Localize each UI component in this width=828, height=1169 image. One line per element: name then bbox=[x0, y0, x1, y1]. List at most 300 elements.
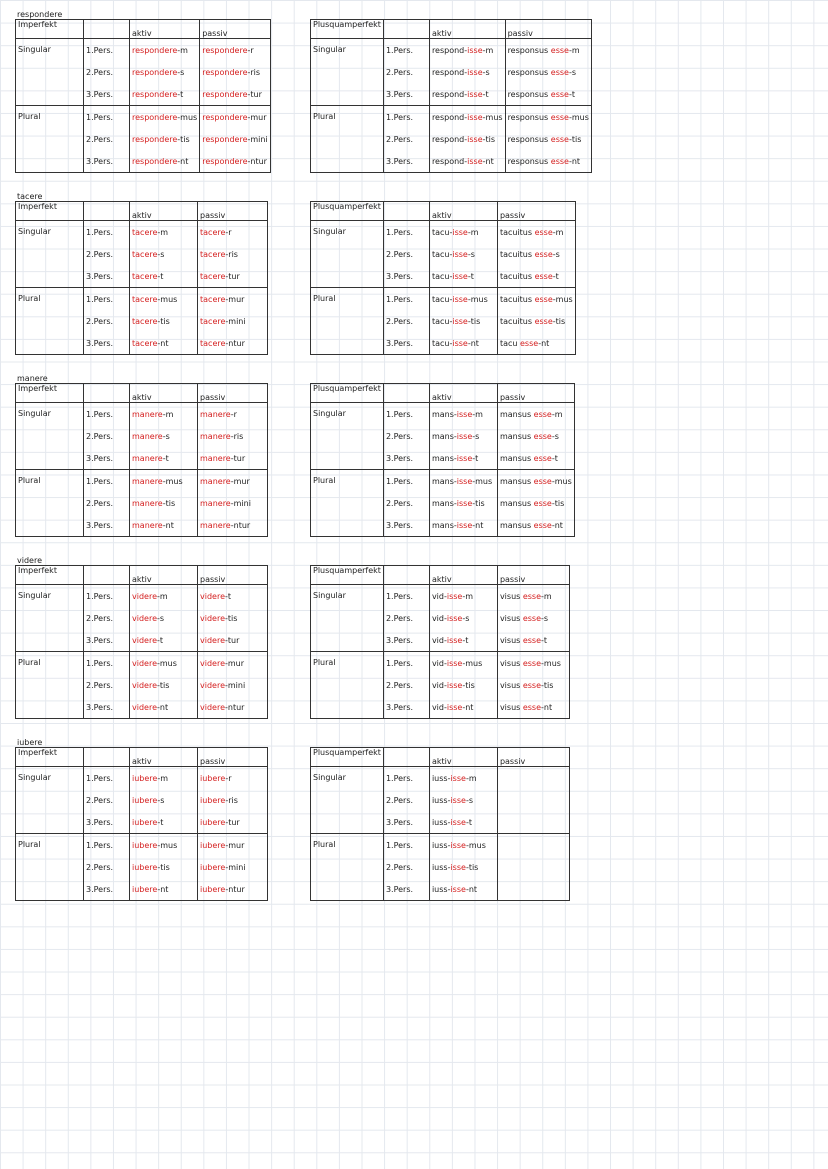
passiv-header: passiv bbox=[497, 202, 575, 221]
plusquamperfekt-table bbox=[310, 383, 575, 537]
aktiv-form bbox=[130, 834, 198, 857]
passiv-form bbox=[200, 83, 270, 106]
verb-ending: -tis bbox=[568, 134, 582, 144]
verb-stem: tacere bbox=[200, 249, 226, 259]
header-blank bbox=[84, 566, 130, 585]
person-label: 3.Pers. bbox=[383, 878, 429, 901]
passiv-form bbox=[505, 83, 591, 106]
esse-marker: esse bbox=[550, 156, 569, 166]
header-blank bbox=[383, 20, 429, 39]
passiv-header: passiv bbox=[497, 748, 569, 767]
verb-stem: iubere bbox=[132, 862, 158, 872]
verb-stem: videre bbox=[132, 635, 157, 645]
esse-marker: isse bbox=[446, 658, 463, 668]
verb-stem: manere bbox=[200, 476, 231, 486]
esse-marker: esse bbox=[533, 409, 552, 419]
aktiv-form bbox=[429, 834, 497, 857]
verb-ending: -m bbox=[157, 773, 169, 783]
number-plural: Plural bbox=[311, 106, 384, 173]
passiv-header: passiv bbox=[200, 20, 270, 39]
person-label: 3.Pers. bbox=[84, 447, 130, 470]
passiv-form bbox=[497, 585, 569, 608]
perfect-stem: mansus bbox=[499, 431, 534, 441]
verb-ending: -tis bbox=[157, 680, 170, 690]
verb-ending: -nt bbox=[568, 156, 581, 166]
aktiv-form bbox=[429, 470, 497, 493]
verb-ending: -tur bbox=[247, 89, 262, 99]
passiv-form bbox=[198, 447, 268, 470]
perfect-stem: mansus bbox=[499, 453, 534, 463]
person-label: 3.Pers. bbox=[383, 83, 429, 106]
perfect-stem: responsus bbox=[507, 156, 551, 166]
perfect-stem: tacuitus bbox=[499, 316, 535, 326]
person-label: 1.Pers. bbox=[383, 834, 429, 857]
aktiv-form bbox=[130, 332, 198, 355]
aktiv-form bbox=[130, 83, 200, 106]
aktiv-form bbox=[130, 652, 198, 675]
verb-ending: -mur bbox=[225, 840, 245, 850]
passiv-form bbox=[497, 607, 569, 629]
aktiv-form bbox=[429, 492, 497, 514]
verb-ending: -tis bbox=[541, 680, 554, 690]
table-row bbox=[311, 221, 576, 244]
aktiv-form bbox=[130, 514, 198, 537]
verb-ending: -t bbox=[465, 817, 472, 827]
esse-marker: esse bbox=[520, 338, 539, 348]
perfect-stem: tacu- bbox=[431, 249, 453, 259]
perfect-stem: tacu- bbox=[431, 294, 453, 304]
aktiv-form bbox=[130, 243, 198, 265]
passiv-form bbox=[505, 106, 591, 129]
verb-ending: -s bbox=[552, 249, 560, 259]
verb-ending: -nt bbox=[462, 702, 474, 712]
verb-ending: -ntur bbox=[225, 338, 245, 348]
verb-ending: -nt bbox=[157, 884, 169, 894]
person-label: 2.Pers. bbox=[84, 128, 130, 150]
passiv-form bbox=[497, 425, 574, 447]
passiv-form bbox=[497, 856, 569, 878]
verb-ending: -mus bbox=[541, 658, 561, 668]
aktiv-form bbox=[429, 878, 497, 901]
person-label: 2.Pers. bbox=[383, 243, 429, 265]
verb-stem: tacere bbox=[132, 227, 158, 237]
verb-ending: -nt bbox=[467, 338, 479, 348]
aktiv-form bbox=[429, 221, 497, 244]
passiv-form bbox=[497, 492, 574, 514]
perfect-stem: tacu bbox=[499, 338, 520, 348]
passiv-header: passiv bbox=[497, 566, 569, 585]
passiv-form bbox=[200, 150, 270, 173]
number-singular: Singular bbox=[16, 403, 84, 470]
passiv-form bbox=[497, 789, 569, 811]
esse-marker: isse bbox=[450, 840, 466, 850]
verb-ending: -mur bbox=[247, 112, 267, 122]
esse-marker: esse bbox=[534, 294, 553, 304]
esse-marker: isse bbox=[456, 431, 473, 441]
perfect-stem: iuss- bbox=[431, 773, 451, 783]
table-row bbox=[16, 834, 268, 857]
verb-stem: videre bbox=[200, 613, 225, 623]
perfect-stem: mans- bbox=[431, 520, 457, 530]
passiv-form bbox=[198, 332, 268, 355]
perfect-stem: visus bbox=[499, 635, 523, 645]
table-row bbox=[311, 652, 570, 675]
verb-ending: -m bbox=[552, 227, 564, 237]
aktiv-form bbox=[130, 288, 198, 311]
perfect-stem: vid- bbox=[431, 613, 447, 623]
perfect-stem: tacu- bbox=[431, 338, 453, 348]
esse-marker: esse bbox=[550, 134, 569, 144]
verb-ending: -tur bbox=[225, 817, 240, 827]
aktiv-form bbox=[429, 629, 497, 652]
person-label: 3.Pers. bbox=[383, 514, 429, 537]
esse-marker: isse bbox=[456, 409, 473, 419]
esse-marker: isse bbox=[452, 249, 468, 259]
aktiv-form bbox=[429, 514, 497, 537]
verb-ending: -m bbox=[568, 45, 580, 55]
person-label: 3.Pers. bbox=[84, 150, 130, 173]
table-row bbox=[311, 585, 570, 608]
person-label: 3.Pers. bbox=[383, 265, 429, 288]
verb-ending: -m bbox=[157, 227, 169, 237]
verb-ending: -s bbox=[467, 249, 475, 259]
esse-marker: isse bbox=[452, 316, 468, 326]
passiv-form bbox=[497, 332, 575, 355]
plusquamperfekt-table bbox=[310, 19, 592, 173]
esse-marker: isse bbox=[456, 476, 473, 486]
person-label: 1.Pers. bbox=[383, 403, 429, 426]
number-plural: Plural bbox=[16, 834, 84, 901]
number-singular: Singular bbox=[16, 767, 84, 834]
esse-marker: esse bbox=[550, 67, 569, 77]
verb-ending: -m bbox=[472, 409, 483, 419]
esse-marker: isse bbox=[452, 294, 468, 304]
verb-stem: manere bbox=[200, 453, 231, 463]
perfect-stem: mans- bbox=[431, 409, 457, 419]
aktiv-form bbox=[130, 789, 198, 811]
table-row bbox=[311, 106, 592, 129]
person-label: 3.Pers. bbox=[383, 150, 429, 173]
perfect-stem: iuss- bbox=[431, 862, 451, 872]
table-row bbox=[311, 767, 570, 790]
verb-ending: -m bbox=[541, 591, 552, 601]
esse-marker: isse bbox=[456, 520, 473, 530]
verb-ending: -m bbox=[465, 773, 477, 783]
perfect-stem: responsus bbox=[507, 45, 551, 55]
perfect-stem: respond- bbox=[431, 67, 468, 77]
person-label: 1.Pers. bbox=[84, 470, 130, 493]
verb-stem: respondere bbox=[132, 89, 178, 99]
table-row bbox=[311, 288, 576, 311]
aktiv-header: aktiv bbox=[130, 384, 198, 403]
number-singular: Singular bbox=[16, 39, 84, 106]
table-row bbox=[16, 39, 271, 62]
aktiv-header: aktiv bbox=[130, 748, 198, 767]
person-label: 2.Pers. bbox=[383, 492, 429, 514]
esse-marker: isse bbox=[446, 702, 463, 712]
passiv-form bbox=[198, 696, 268, 719]
passiv-form bbox=[505, 150, 591, 173]
esse-marker: isse bbox=[450, 884, 466, 894]
aktiv-form bbox=[429, 403, 497, 426]
verb-ending: -tur bbox=[230, 453, 246, 463]
person-label: 1.Pers. bbox=[383, 652, 429, 675]
verb-title: manere bbox=[17, 374, 48, 383]
person-label: 3.Pers. bbox=[383, 696, 429, 719]
person-label: 2.Pers. bbox=[383, 607, 429, 629]
passiv-form bbox=[198, 834, 268, 857]
verb-ending: -mus bbox=[177, 112, 198, 122]
aktiv-form bbox=[130, 470, 198, 493]
table-row bbox=[16, 470, 268, 493]
verb-ending: -mur bbox=[225, 294, 245, 304]
person-label: 1.Pers. bbox=[383, 106, 429, 129]
esse-marker: isse bbox=[467, 112, 483, 122]
passiv-form bbox=[198, 767, 268, 790]
esse-marker: isse bbox=[452, 338, 468, 348]
esse-marker: esse bbox=[550, 112, 569, 122]
aktiv-form bbox=[429, 265, 497, 288]
verb-ending: -s bbox=[551, 431, 559, 441]
header-blank bbox=[84, 202, 130, 221]
verb-title: iubere bbox=[17, 738, 43, 747]
verb-stem: tacere bbox=[200, 338, 226, 348]
perfect-stem: mansus bbox=[499, 520, 534, 530]
perfect-stem: mans- bbox=[431, 476, 457, 486]
imperfekt-table bbox=[15, 565, 268, 719]
table-row bbox=[16, 767, 268, 790]
person-label: 3.Pers. bbox=[383, 332, 429, 355]
esse-marker: esse bbox=[522, 591, 542, 601]
verb-title: respondere bbox=[17, 10, 63, 19]
verb-stem: manere bbox=[200, 431, 231, 441]
esse-marker: esse bbox=[534, 249, 553, 259]
passiv-form bbox=[497, 878, 569, 901]
verb-ending: -mus bbox=[157, 294, 178, 304]
verb-ending: -mini bbox=[225, 680, 246, 690]
aktiv-form bbox=[130, 856, 198, 878]
passiv-form bbox=[198, 288, 268, 311]
passiv-form bbox=[497, 629, 569, 652]
passiv-header: passiv bbox=[497, 384, 574, 403]
imperfekt-table bbox=[15, 201, 268, 355]
person-label: 2.Pers. bbox=[383, 856, 429, 878]
header-blank bbox=[84, 748, 130, 767]
aktiv-form bbox=[429, 811, 497, 834]
passiv-header: passiv bbox=[198, 748, 268, 767]
table-row bbox=[16, 652, 268, 675]
passiv-form bbox=[497, 310, 575, 332]
verb-ending: -mur bbox=[230, 476, 250, 486]
person-label: 3.Pers. bbox=[383, 629, 429, 652]
header-blank bbox=[383, 748, 429, 767]
passiv-form bbox=[497, 221, 575, 244]
perfect-stem: vid- bbox=[431, 635, 447, 645]
aktiv-form bbox=[130, 696, 198, 719]
aktiv-header: aktiv bbox=[130, 566, 198, 585]
aktiv-form bbox=[429, 674, 497, 696]
verb-ending: -t bbox=[177, 89, 184, 99]
person-label: 1.Pers. bbox=[383, 470, 429, 493]
verb-ending: -nt bbox=[551, 520, 563, 530]
person-label: 2.Pers. bbox=[84, 425, 130, 447]
verb-stem: iubere bbox=[132, 840, 158, 850]
header-blank bbox=[383, 566, 429, 585]
plusquamperfekt-table bbox=[310, 565, 570, 719]
verb-stem: videre bbox=[200, 591, 225, 601]
passiv-form bbox=[198, 607, 268, 629]
verb-stem: respondere bbox=[202, 134, 248, 144]
verb-stem: iubere bbox=[132, 817, 158, 827]
number-plural: Plural bbox=[16, 470, 84, 537]
passiv-form bbox=[497, 767, 569, 790]
verb-ending: -r bbox=[230, 409, 237, 419]
verb-ending: -s bbox=[482, 67, 490, 77]
verb-ending: -tis bbox=[551, 498, 565, 508]
verb-ending: -t bbox=[568, 89, 575, 99]
aktiv-form bbox=[429, 128, 505, 150]
esse-marker: esse bbox=[550, 45, 569, 55]
aktiv-form bbox=[429, 789, 497, 811]
esse-marker: isse bbox=[467, 134, 483, 144]
verb-ending: -t bbox=[157, 635, 164, 645]
table-row bbox=[311, 470, 575, 493]
person-label: 2.Pers. bbox=[383, 310, 429, 332]
verb-ending: -tis bbox=[552, 316, 566, 326]
person-label: 3.Pers. bbox=[383, 811, 429, 834]
perfect-stem: tacu- bbox=[431, 227, 453, 237]
header-blank bbox=[84, 384, 130, 403]
number-plural: Plural bbox=[311, 834, 384, 901]
perfect-stem: mans- bbox=[431, 453, 457, 463]
person-label: 2.Pers. bbox=[84, 492, 130, 514]
passiv-form bbox=[198, 674, 268, 696]
perfect-stem: tacuitus bbox=[499, 271, 535, 281]
tense-header: Imperfekt bbox=[16, 566, 84, 585]
table-row bbox=[16, 106, 271, 129]
tense-header: Imperfekt bbox=[16, 20, 84, 39]
verb-stem: manere bbox=[132, 409, 163, 419]
verb-stem: respondere bbox=[202, 112, 248, 122]
verb-stem: manere bbox=[132, 431, 163, 441]
esse-marker: isse bbox=[446, 680, 463, 690]
esse-marker: isse bbox=[452, 271, 468, 281]
person-label: 1.Pers. bbox=[84, 403, 130, 426]
table-row bbox=[16, 585, 268, 608]
verb-ending: -s bbox=[177, 67, 185, 77]
verb-ending: -r bbox=[225, 773, 232, 783]
verb-ending: -t bbox=[472, 453, 479, 463]
verb-stem: manere bbox=[200, 498, 231, 508]
verb-ending: -tis bbox=[225, 613, 238, 623]
number-singular: Singular bbox=[311, 767, 384, 834]
verb-ending: -t bbox=[462, 635, 469, 645]
passiv-header: passiv bbox=[198, 202, 268, 221]
passiv-form bbox=[497, 834, 569, 857]
passiv-form bbox=[198, 243, 268, 265]
verb-stem: videre bbox=[200, 680, 225, 690]
verb-ending: -tis bbox=[177, 134, 190, 144]
aktiv-form bbox=[429, 585, 497, 608]
verb-ending: -mini bbox=[247, 134, 268, 144]
verb-stem: manere bbox=[132, 498, 163, 508]
person-label: 1.Pers. bbox=[383, 288, 429, 311]
passiv-form bbox=[497, 265, 575, 288]
verb-ending: -ntur bbox=[225, 884, 245, 894]
aktiv-form bbox=[429, 425, 497, 447]
number-plural: Plural bbox=[311, 288, 384, 355]
verb-ending: -nt bbox=[538, 338, 550, 348]
verb-ending: -nt bbox=[465, 884, 478, 894]
verb-stem: tacere bbox=[132, 249, 158, 259]
person-label: 2.Pers. bbox=[84, 310, 130, 332]
passiv-form bbox=[198, 811, 268, 834]
passiv-form bbox=[198, 856, 268, 878]
perfect-stem: visus bbox=[499, 613, 523, 623]
verb-stem: iubere bbox=[200, 884, 226, 894]
number-singular: Singular bbox=[311, 585, 384, 652]
esse-marker: esse bbox=[533, 431, 552, 441]
aktiv-form bbox=[429, 61, 505, 83]
passiv-form bbox=[497, 696, 569, 719]
plusquamperfekt-table bbox=[310, 201, 576, 355]
passiv-form bbox=[200, 106, 270, 129]
imperfekt-table bbox=[15, 19, 271, 173]
verb-ending: -mus bbox=[162, 476, 183, 486]
esse-marker: esse bbox=[533, 453, 552, 463]
person-label: 1.Pers. bbox=[84, 106, 130, 129]
verb-stem: respondere bbox=[202, 45, 248, 55]
esse-marker: esse bbox=[533, 498, 552, 508]
passiv-form bbox=[198, 585, 268, 608]
perfect-stem: respond- bbox=[431, 112, 468, 122]
tense-header: Imperfekt bbox=[16, 202, 84, 221]
aktiv-form bbox=[130, 425, 198, 447]
perfect-stem: tacu- bbox=[431, 316, 453, 326]
number-plural: Plural bbox=[311, 470, 384, 537]
person-label: 3.Pers. bbox=[84, 332, 130, 355]
verb-stem: videre bbox=[132, 680, 157, 690]
perfect-stem: visus bbox=[499, 658, 523, 668]
esse-marker: esse bbox=[550, 89, 569, 99]
verb-ending: -mus bbox=[551, 476, 572, 486]
aktiv-header: aktiv bbox=[429, 748, 497, 767]
aktiv-form bbox=[429, 767, 497, 790]
esse-marker: esse bbox=[534, 227, 553, 237]
aktiv-form bbox=[130, 106, 200, 129]
verb-ending: -mini bbox=[225, 316, 246, 326]
aktiv-form bbox=[130, 878, 198, 901]
aktiv-form bbox=[429, 607, 497, 629]
verb-ending: -tis bbox=[162, 498, 176, 508]
verb-stem: respondere bbox=[132, 156, 178, 166]
aktiv-form bbox=[429, 39, 505, 62]
passiv-header: passiv bbox=[198, 566, 268, 585]
person-label: 3.Pers. bbox=[84, 696, 130, 719]
imperfekt-table bbox=[15, 383, 268, 537]
esse-marker: isse bbox=[456, 498, 473, 508]
perfect-stem: respond- bbox=[431, 45, 468, 55]
passiv-form bbox=[198, 789, 268, 811]
verb-ending: -mur bbox=[225, 658, 245, 668]
passiv-form bbox=[497, 243, 575, 265]
aktiv-form bbox=[429, 652, 497, 675]
verb-stem: respondere bbox=[132, 112, 178, 122]
aktiv-form bbox=[130, 265, 198, 288]
person-label: 1.Pers. bbox=[84, 39, 130, 62]
esse-marker: esse bbox=[522, 613, 542, 623]
perfect-stem: iuss- bbox=[431, 884, 451, 894]
